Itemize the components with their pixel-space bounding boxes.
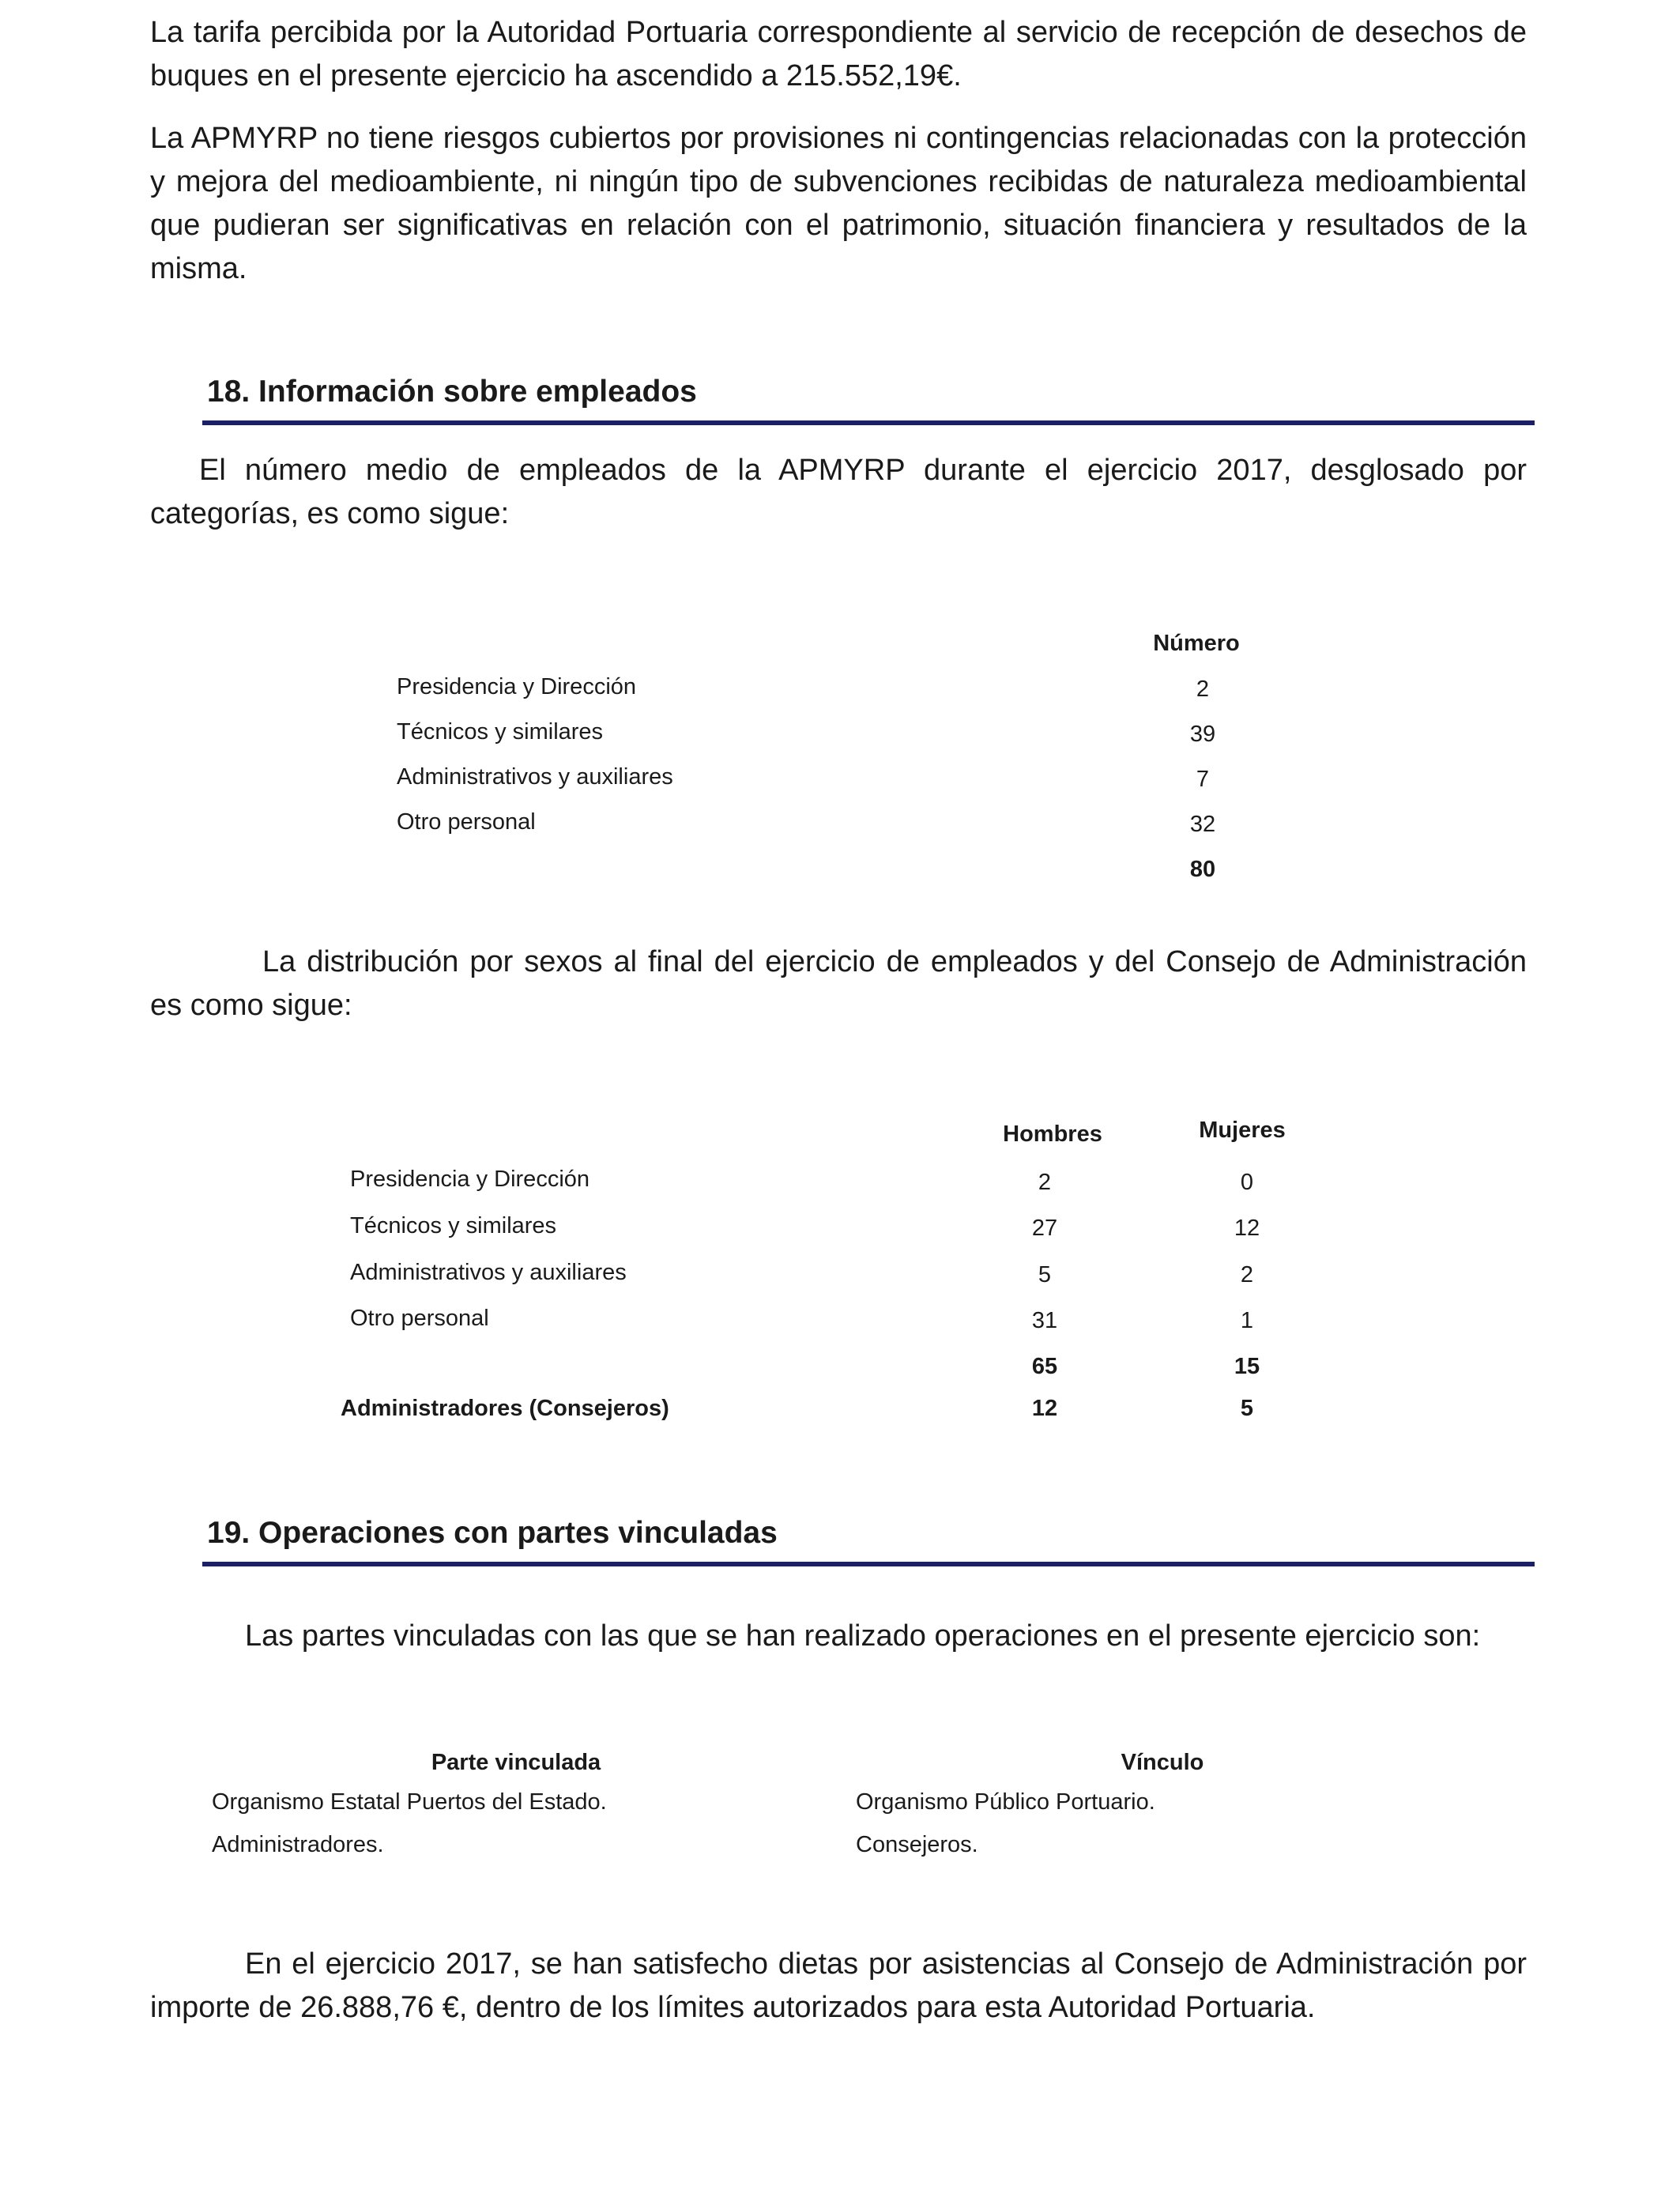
table-row-women: 12	[1234, 1216, 1260, 1241]
table-row-men: 5	[1038, 1262, 1052, 1287]
table-row-label-administrators: Administradores (Consejeros)	[341, 1396, 669, 1421]
paragraph-environment: La APMYRP no tiene riesgos cubiertos por provisiones ni contingencias relacionadas con la protección y mejora del medioambiente, ni ningún tipo de subvenciones recibidas de naturaleza medioambiental que pudieran ser significativas en relación con el patrimonio, situación financiera y resultados de la misma.	[150, 122, 1527, 285]
table-row-label: Técnicos y similares	[350, 1213, 557, 1238]
table-row-label: Administrativos y auxiliares	[397, 764, 673, 790]
section-heading-employees: 18. Información sobre empleados	[207, 375, 697, 409]
table-row-label: Presidencia y Dirección	[350, 1167, 590, 1192]
table-row-women: 0	[1240, 1170, 1254, 1195]
paragraph-employee-average: El número medio de empleados de la APMYRP durante el ejercicio 2017, desglosado por categorías, es como sigue:	[150, 454, 1527, 530]
table-row-women: 2	[1240, 1262, 1254, 1287]
table-total-women: 15	[1234, 1354, 1260, 1379]
table-row-men: 31	[1031, 1308, 1058, 1333]
table-row-label: Técnicos y similares	[397, 719, 604, 745]
table-row-label: Presidencia y Dirección	[397, 674, 637, 699]
table-total-value: 80	[1189, 857, 1216, 882]
column-header-party: Parte vinculada	[431, 1750, 601, 1775]
table-admin-women: 5	[1240, 1396, 1254, 1421]
column-header-link: Vínculo	[1121, 1750, 1204, 1775]
paragraph-sex-distribution: La distribución por sexos al final del ejercicio de empleados y del Consejo de Administración es como sigue:	[150, 945, 1527, 1022]
column-header-men: Hombres	[1003, 1122, 1102, 1147]
table-row-men: 27	[1031, 1216, 1058, 1241]
table-row-link: Consejeros.	[856, 1832, 978, 1857]
column-header-women: Mujeres	[1199, 1118, 1286, 1143]
paragraph-related-parties: Las partes vinculadas con las que se han realizado operaciones en el presente ejercicio son:	[245, 1619, 1481, 1653]
section-rule-employees	[202, 420, 1535, 425]
table-row-women: 1	[1240, 1308, 1254, 1333]
paragraph-waste-fee: La tarifa percibida por la Autoridad Portuaria correspondiente al servicio de recepción de desechos de buques en el presente ejercicio ha ascendido a 215.552,19€.	[150, 16, 1527, 92]
table-row-party: Organismo Estatal Puertos del Estado.	[212, 1789, 607, 1815]
table-total-men: 65	[1031, 1354, 1058, 1379]
table-row-link: Organismo Público Portuario.	[856, 1789, 1155, 1815]
table-admin-men: 12	[1031, 1396, 1058, 1421]
table-row-value: 32	[1189, 812, 1216, 837]
table-row-label: Administrativos y auxiliares	[350, 1260, 627, 1285]
table-row-label: Otro personal	[397, 809, 536, 835]
table-row-men: 2	[1038, 1170, 1052, 1195]
section-rule-related-parties	[202, 1562, 1535, 1566]
table-row-label: Otro personal	[350, 1306, 489, 1331]
table-row-value: 39	[1189, 722, 1216, 747]
column-header-number: Número	[1153, 631, 1240, 656]
section-heading-related-parties: 19. Operaciones con partes vinculadas	[207, 1516, 778, 1550]
paragraph-board-allowances: En el ejercicio 2017, se han satisfecho dietas por asistencias al Consejo de Administración por importe de 26.888,76 €, dentro de los límites autorizados para esta Autoridad Portuaria.	[150, 1947, 1527, 2024]
table-row-value: 7	[1196, 767, 1210, 792]
table-row-value: 2	[1196, 677, 1210, 702]
table-row-party: Administradores.	[212, 1832, 384, 1857]
